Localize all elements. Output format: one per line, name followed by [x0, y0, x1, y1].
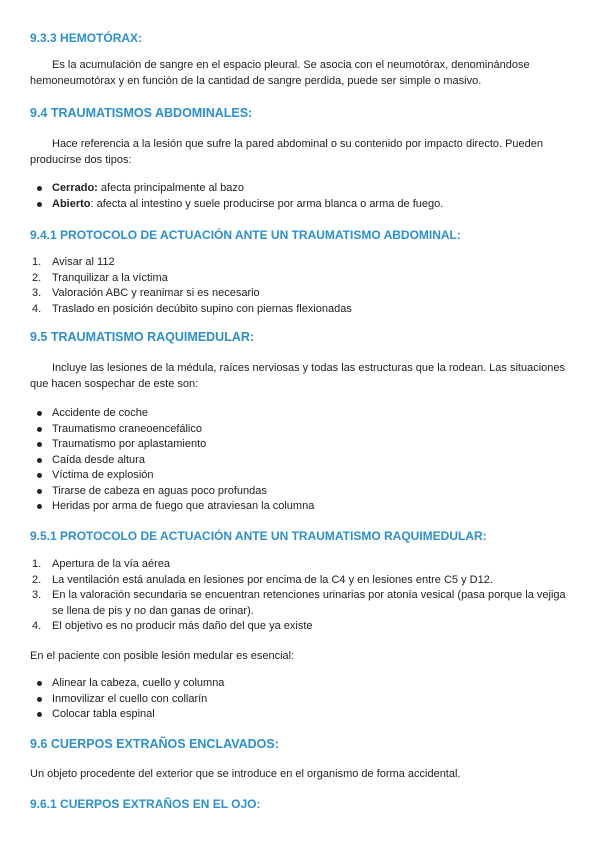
paragraph-hemotorax: Es la acumulación de sangre en el espacio pleural. Se asocia con el neumotórax, denominándose hemoneumotórax y en función de la cantidad de sangre perdida, puede ser simple o masivo. — [30, 59, 530, 87]
heading-traumatismos-abdominales: 9.4 TRAUMATISMOS ABDOMINALES: — [30, 106, 253, 120]
list-item: Traumatismo por aplastamiento — [30, 437, 570, 453]
list-item — [30, 302, 570, 318]
list-item: Víctima de explosión — [30, 468, 570, 484]
list-protocolo-abdominal — [30, 255, 570, 317]
item-number: 2. — [32, 573, 42, 586]
list-item — [30, 197, 570, 213]
list-item — [30, 588, 570, 619]
list-item: Caída desde altura — [30, 453, 570, 469]
list-abdominal-types — [30, 181, 570, 212]
item-text: El objetivo es no producir más daño del que ya existe — [52, 620, 313, 632]
item-number: 3. — [32, 589, 42, 601]
item-number: 2. — [32, 271, 42, 284]
term-text: : afecta al intestino y suele producirse por arma blanca o arma de fuego. — [90, 197, 444, 210]
heading-cuerpos-extranos-ojo: 9.6.1 CUERPOS EXTRAÑOS EN EL OJO: — [30, 797, 261, 811]
heading-traumatismo-raquimedular: 9.5 TRAUMATISMO RAQUIMEDULAR: — [30, 330, 255, 344]
list-item: Accidente de coche — [30, 406, 570, 422]
item-text: La ventilación está anulada en lesiones por encima de la C4 y en lesiones entre C5 y D12. — [52, 573, 493, 586]
item-number: 3. — [32, 287, 42, 299]
term-text: afecta principalmente al bazo — [97, 182, 244, 194]
heading-hemotorax: 9.3.3 HEMOTÓRAX: — [30, 31, 143, 45]
list-item — [30, 271, 570, 287]
item-text: Valoración ABC y reanimar si es necesario — [52, 287, 260, 299]
term-label: Abierto — [52, 197, 91, 210]
item-number: 1. — [32, 558, 42, 570]
heading-protocolo-abdominal: 9.4.1 PROTOCOLO DE ACTUACIÓN ANTE UN TRAUMATISMO ABDOMINAL: — [30, 228, 461, 242]
paragraph-traumatismo-raquimedular: Incluye las lesiones de la médula, raíces nerviosas y todas las estructuras que la rodean. Las situaciones que hacen sospechar de este son: — [30, 362, 566, 390]
list-item — [30, 181, 570, 197]
item-number: 1. — [32, 256, 42, 268]
list-item — [30, 573, 570, 589]
list-item — [30, 255, 570, 271]
item-text: En la valoración secundaria se encuentran retenciones urinarias por atonía vesical (pasa porque la vejiga se llena de pis y no dan ganas de orinar). — [52, 589, 566, 617]
list-item: Heridas por arma de fuego que atraviesan la columna — [30, 499, 570, 515]
list-item: Colocar tabla espinal — [30, 707, 570, 723]
heading-protocolo-raquimedular: 9.5.1 PROTOCOLO DE ACTUACIÓN ANTE UN TRAUMATISMO RAQUIMEDULAR: — [30, 529, 487, 543]
list-item: Alinear la cabeza, cuello y columna — [30, 676, 570, 692]
list-lesion-medular — [30, 676, 570, 723]
list-item: Traumatismo craneoencefálico — [30, 422, 570, 438]
item-text: Avisar al 112 — [52, 256, 115, 268]
paragraph-cuerpos-extranos: Un objeto procedente del exterior que se introduce en el organismo de forma accidental. — [30, 768, 461, 780]
list-item — [30, 557, 570, 573]
list-item: Inmovilizar el cuello con collarín — [30, 692, 570, 708]
list-item: Tirarse de cabeza en aguas poco profundas — [30, 484, 570, 500]
heading-cuerpos-extranos: 9.6 CUERPOS EXTRAÑOS ENCLAVADOS: — [30, 737, 279, 751]
term-label: Cerrado: — [52, 182, 98, 194]
item-text: Apertura de la vía aérea — [52, 558, 171, 570]
item-number: 4. — [32, 302, 42, 315]
list-item — [30, 286, 570, 302]
list-situaciones-sospecha — [30, 406, 570, 515]
paragraph-lesion-medular: En el paciente con posible lesión medular es esencial: — [30, 650, 295, 662]
list-protocolo-raquimedular — [30, 557, 570, 635]
item-number: 4. — [32, 620, 42, 632]
paragraph-traumatismos-abdominales: Hace referencia a la lesión que sufre la pared abdominal o su contenido por impacto directo. Pueden producirse dos tipos: — [30, 138, 544, 166]
list-item — [30, 619, 570, 635]
item-text: Traslado en posición decúbito supino con piernas flexionadas — [52, 302, 352, 315]
item-text: Tranquilizar a la víctima — [52, 271, 168, 284]
